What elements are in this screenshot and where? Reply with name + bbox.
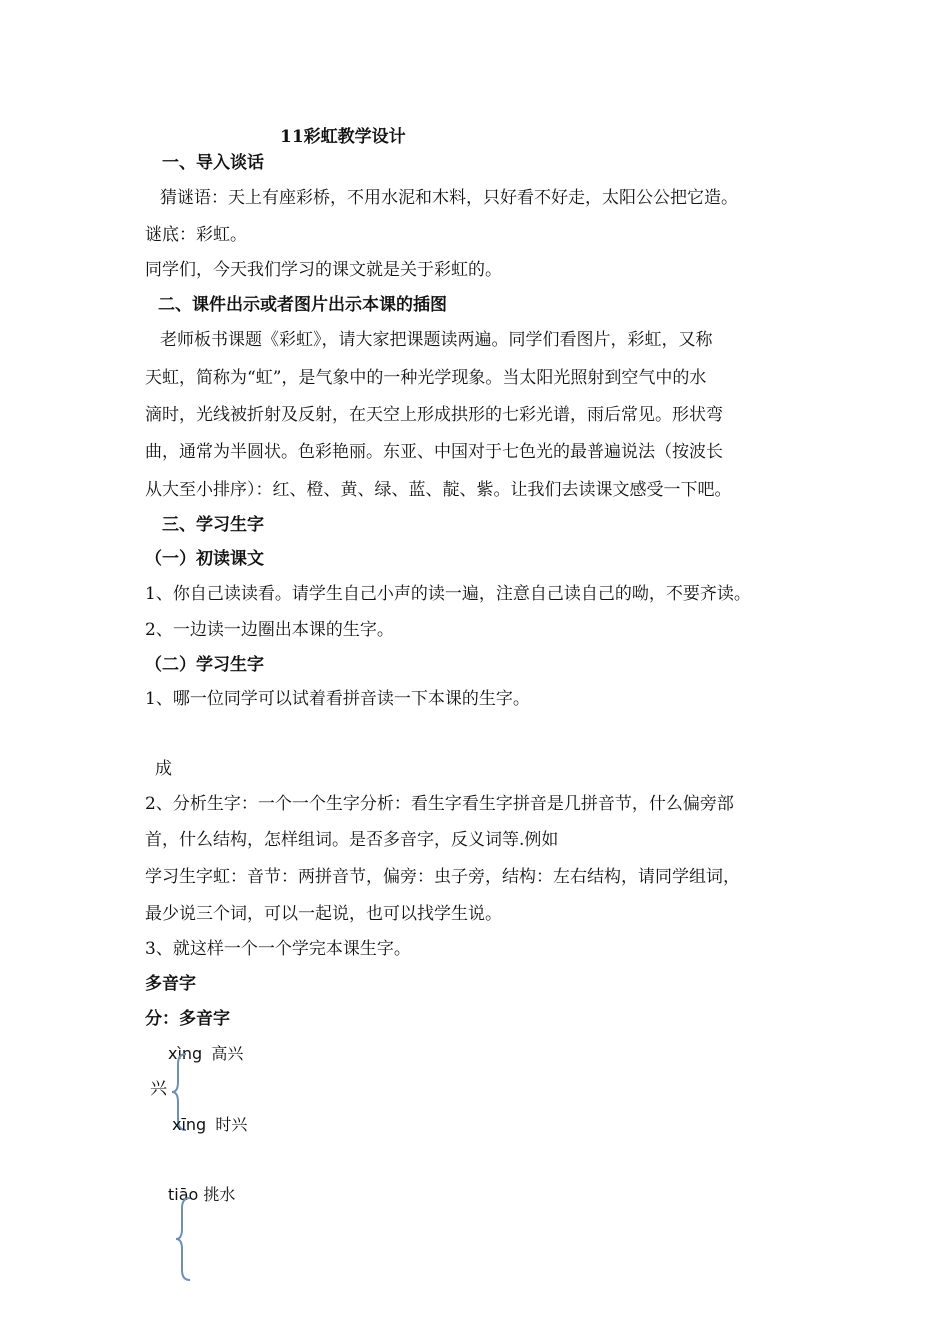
list-item: 1、哪一位同学可以试着看拼音读一下本课的生字。 — [145, 689, 530, 709]
section-2-heading: 二、课件出示或者图片出示本课的插图 — [158, 295, 447, 315]
document-title: 11彩虹教学设计 — [280, 127, 406, 147]
section-1-heading: 一、导入谈话 — [162, 153, 264, 173]
polyphone-character: 兴 — [150, 1079, 167, 1099]
section-2-line: 天虹，简称为“虹”，是气象中的一种光学现象。当太阳光照射到空气中的水 — [145, 368, 707, 388]
pinyin: xīng — [172, 1115, 207, 1134]
word: 高兴 — [211, 1044, 244, 1063]
polyphone-heading: 多音字 — [145, 974, 196, 994]
section-2-line: 曲，通常为半圆状。色彩艳丽。东亚、中国对于七色光的最普遍说法（按波长 — [145, 442, 723, 462]
list-item: 2、一边读一边圈出本课的生字。 — [145, 620, 394, 640]
list-item-continued: 首，什么结构，怎样组词。是否多音字，反义词等.例如 — [145, 830, 559, 850]
new-character: 成 — [155, 759, 172, 779]
section-2-line: 滴时，光线被折射及反射，在天空上形成拱形的七彩光谱，雨后常见。形状弯 — [145, 405, 723, 425]
riddle-text: 猜谜语：天上有座彩桥，不用水泥和木料，只好看不好走，太阳公公把它造。 — [160, 188, 738, 208]
word: 挑水 — [203, 1185, 236, 1204]
brace-icon — [176, 1196, 196, 1282]
subsection-first-reading: （一）初读课文 — [145, 549, 264, 569]
list-item: 3、就这样一个一个学完本课生字。 — [145, 939, 411, 959]
subsection-new-characters: （二）学习生字 — [145, 655, 264, 675]
list-item: 2、分析生字：一个一个生字分析：看生字看生字拼音是几拼音节，什么偏旁部 — [145, 794, 734, 814]
polyphone-reading — [172, 1114, 247, 1136]
section-2-line: 从大至小排序）：红、橙、黄、绿、蓝、靛、紫。让我们去读课文感受一下吧。 — [145, 480, 732, 500]
word: 时兴 — [215, 1115, 248, 1134]
new-characters-row — [155, 724, 459, 746]
riddle-answer: 谜底：彩虹。 — [145, 225, 247, 245]
example-text: 最少说三个词，可以一起说，也可以找学生说。 — [145, 904, 502, 924]
polyphone-subheading: 分：多音字 — [145, 1009, 230, 1029]
pinyin: tiāo — [168, 1185, 199, 1204]
pinyin: xìng — [168, 1044, 203, 1063]
list-item: 1、你自己读读看。请学生自己小声的读一遍，注意自己读自己的呦，不要齐读。 — [145, 584, 751, 604]
section-3-heading: 三、学习生字 — [162, 515, 264, 535]
example-text: 学习生字虹：音节：两拼音节，偏旁：虫子旁，结构：左右结构，请同学组词， — [145, 867, 740, 887]
intro-text: 同学们，今天我们学习的课文就是关于彩虹的。 — [145, 260, 502, 280]
section-2-line: 老师板书课题《彩虹》，请大家把课题读两遍。同学们看图片，彩虹，又称 — [160, 330, 713, 350]
